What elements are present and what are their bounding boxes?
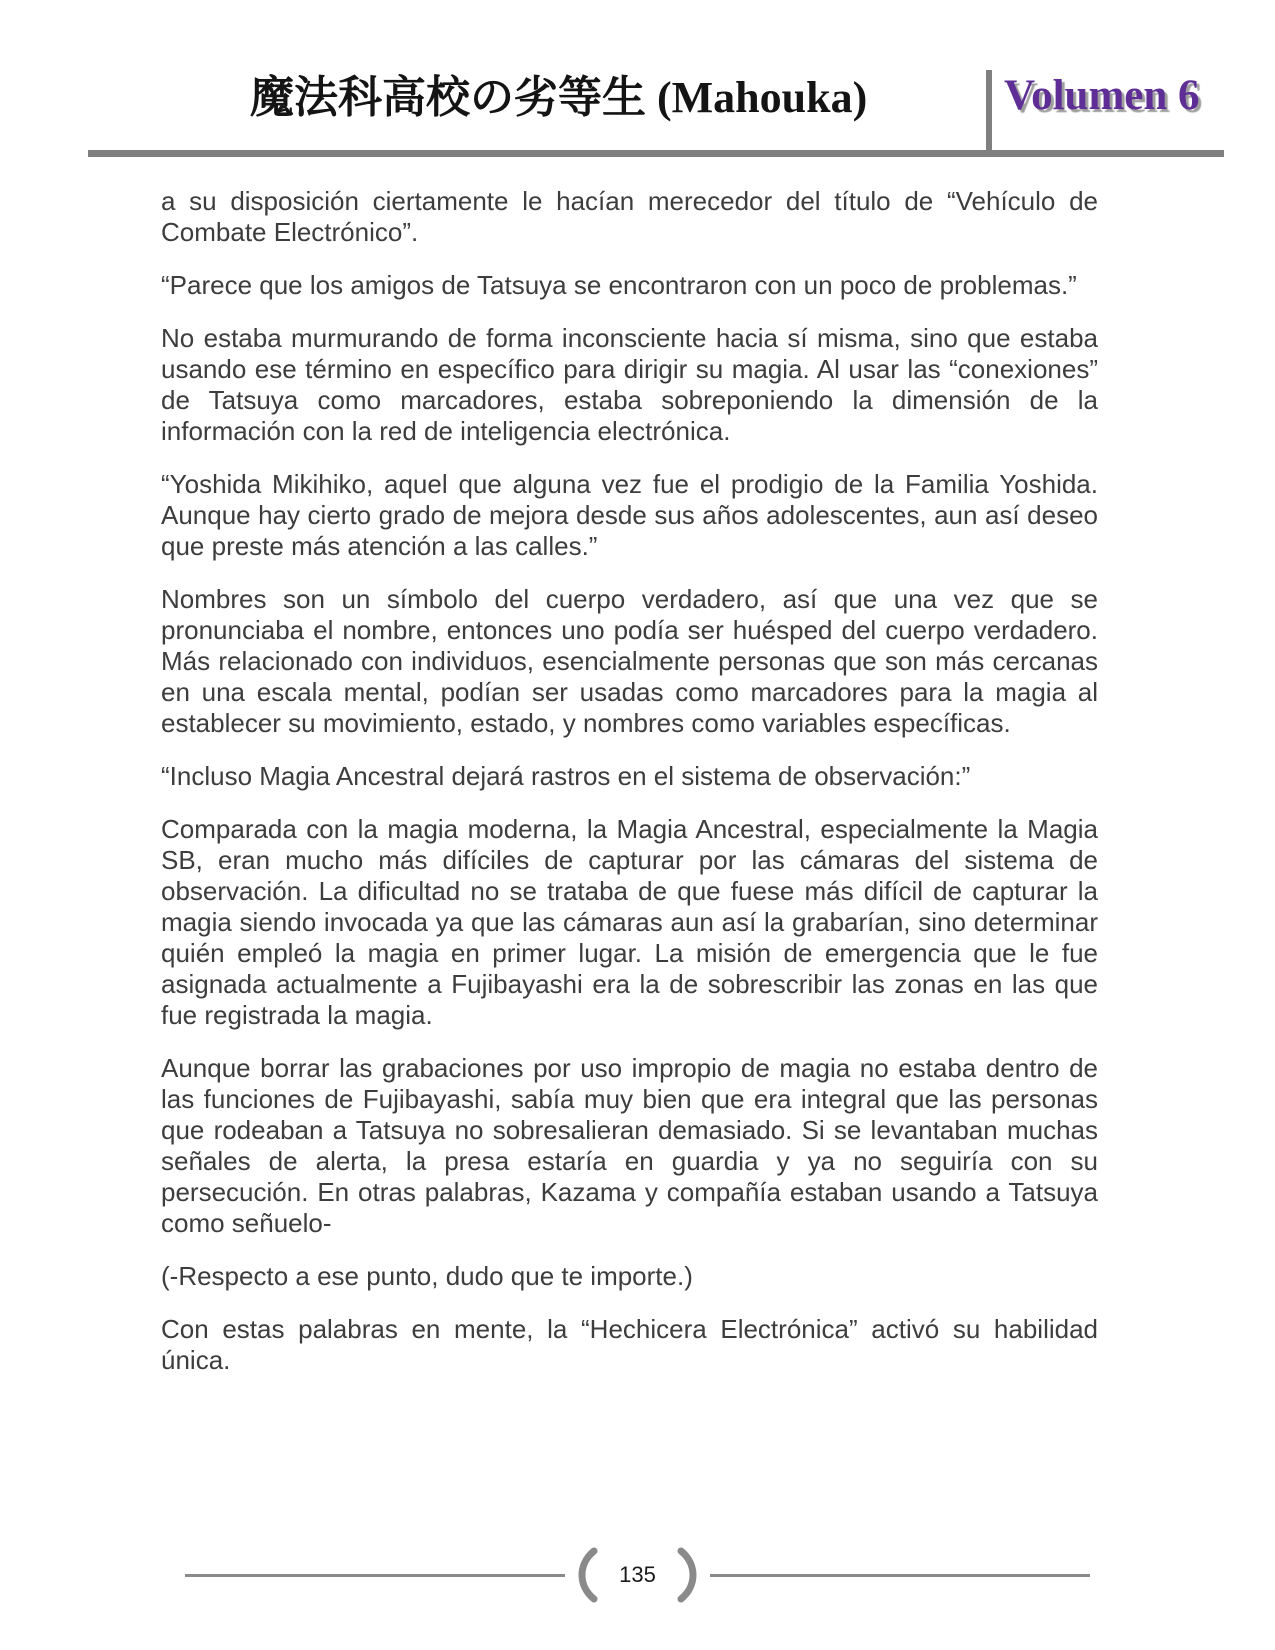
volume-label: Volumen 6: [1004, 72, 1200, 119]
document-title: 魔法科高校の劣等生 (Mahouka): [250, 73, 868, 122]
paragraph: “Incluso Magia Ancestral dejará rastros en el sistema de observación:”: [161, 761, 971, 791]
paragraph: a su disposición ciertamente le hacían merecedor del título de “Vehículo de Combate Electrónico”.: [161, 186, 1098, 247]
header-horizontal-rule: [88, 150, 1224, 157]
paragraph: No estaba murmurando de forma inconsciente hacia sí misma, sino que estaba usando ese término en específico para dirigir su magia. Al usar las “conexiones” de Tatsuya como marcadores, estaba sobreponiendo la dimensión de la información con la red de inteligencia electrónica.: [161, 323, 1098, 446]
page-body: [161, 186, 1098, 1398]
right-bracket-icon: [674, 1547, 706, 1603]
page-number: 135: [619, 1562, 656, 1587]
footer-line-left: [185, 1574, 565, 1577]
paragraph: Nombres son un símbolo del cuerpo verdadero, así que una vez que se pronunciaba el nombre, entonces uno podía ser huésped del cuerpo verdadero. Más relacionado con individuos, esencialmente personas que son más cercanas en una escala mental, podían ser usadas como marcadores para la magia al establecer su movimiento, estado, y nombres como variables específicas.: [161, 584, 1098, 738]
footer-line-right: [710, 1574, 1090, 1577]
paragraph: Comparada con la magia moderna, la Magia Ancestral, especialmente la Magia SB, eran mucho más difíciles de capturar por las cámaras del sistema de observación. La dificultad no se trataba de que fuese más difícil de capturar la magia siendo invocada ya que las cámaras aun así la grabarían, sino determinar quién empleó la magia en primer lugar. La misión de emergencia que le fue asignada actualmente a Fujibayashi era la de sobrescribir las zonas en las que fue registrada la magia.: [161, 814, 1098, 1030]
paragraph: Aunque borrar las grabaciones por uso impropio de magia no estaba dentro de las funciones de Fujibayashi, sabía muy bien que era integral que las personas que rodeaban a Tatsuya no sobresalieran demasiado. Si se levantaban muchas señales de alerta, la presa estaría en guardia y ya no seguiría con su persecución. En otras palabras, Kazama y compañía estaban usando a Tatsuya como señuelo-: [161, 1053, 1098, 1238]
paragraph: “Yoshida Mikihiko, aquel que alguna vez fue el prodigio de la Familia Yoshida. Aunque hay cierto grado de mejora desde sus años adolescentes, aun así deseo que preste más atención a las calles.”: [161, 469, 1098, 561]
page-footer: [185, 1546, 1090, 1604]
paragraph: “Parece que los amigos de Tatsuya se encontraron con un poco de problemas.”: [161, 270, 1077, 300]
header-vertical-divider: [986, 70, 992, 151]
paragraph: Con estas palabras en mente, la “Hechicera Electrónica” activó su habilidad única.: [161, 1314, 1098, 1375]
left-bracket-icon: [569, 1547, 601, 1603]
paragraph: (-Respecto a ese punto, dudo que te importe.): [161, 1261, 693, 1291]
